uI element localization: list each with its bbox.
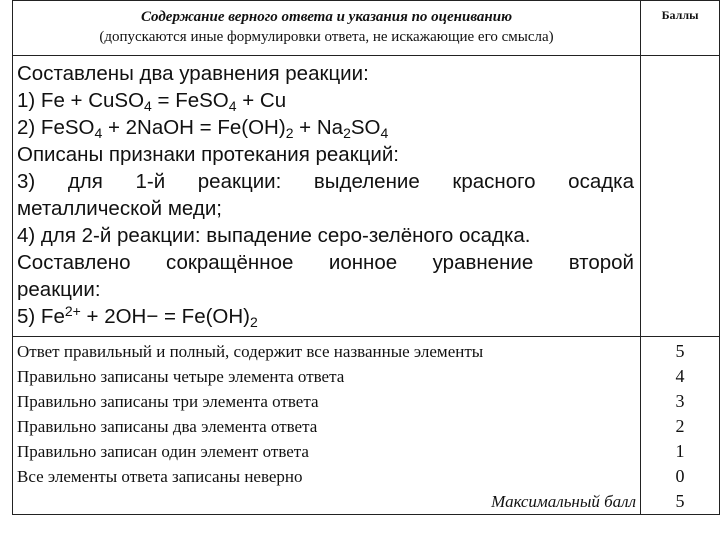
criterion-text: Ответ правильный и полный, содержит все названные элементы: [17, 342, 484, 361]
points-header: Баллы: [641, 1, 720, 56]
criteria-points: [641, 337, 720, 515]
answer-content: [13, 56, 641, 337]
ionic-line-1: Составлено сокращённое ионное уравнение второй: [17, 251, 634, 274]
criterion-points: 4: [675, 366, 685, 386]
criteria-list: [13, 337, 641, 515]
criterion-text: Правильно записан один элемент ответа: [17, 442, 309, 461]
sign-4: 4) для 2-й реакции: выпадение серо-зелёного осадка.: [17, 224, 531, 247]
criterion-points: 1: [675, 441, 685, 461]
answer-intro: Составлены два уравнения реакции:: [17, 62, 369, 85]
criterion-points: 3: [675, 391, 685, 411]
criteria-row: [13, 337, 720, 515]
criterion-points: 5: [675, 341, 685, 361]
header-cell: [13, 1, 641, 56]
sign-3-line-1: 3) для 1-й реакции: выделение красного осадка: [17, 170, 634, 193]
equation-5: 5) $Fe^{2+} + 2OH- = Fe(OH)_2$: [17, 303, 258, 330]
header-title: Содержание верного ответа и указания по оцениванию: [140, 9, 513, 25]
signs-intro: Описаны признаки протекания реакций:: [17, 143, 400, 166]
criterion-text: Все элементы ответа записаны неверно: [17, 467, 303, 486]
answer-row: [13, 56, 720, 337]
criterion-text: Правильно записаны четыре элемента ответа: [17, 367, 345, 386]
ionic-line-2: реакции:: [17, 278, 101, 301]
sign-3-line-2: металлической меди;: [17, 197, 222, 220]
criterion-points: 0: [675, 466, 685, 486]
equation-2: 2) FeSO$_4$ + 2NaOH = $Fe(OH)_2 + Na_2SO_4$: [17, 116, 389, 141]
criterion-text: Правильно записаны три элемента ответа: [17, 392, 319, 411]
answer-points-cell: [641, 56, 720, 337]
criterion-points: 2: [675, 416, 685, 436]
max-score-label: Максимальный балл: [491, 492, 636, 511]
header-subtitle: (допускаются иные формулировки ответа, не искажающие его смысла): [99, 29, 554, 45]
criterion-text: Правильно записаны два элемента ответа: [17, 417, 318, 436]
max-score-value: 5: [675, 491, 685, 511]
header-row: [13, 1, 720, 56]
grading-table: [12, 0, 720, 515]
equation-1: 1) Fe + CuSO$_4$ = FeSO$_4$ + Cu: [17, 89, 287, 114]
